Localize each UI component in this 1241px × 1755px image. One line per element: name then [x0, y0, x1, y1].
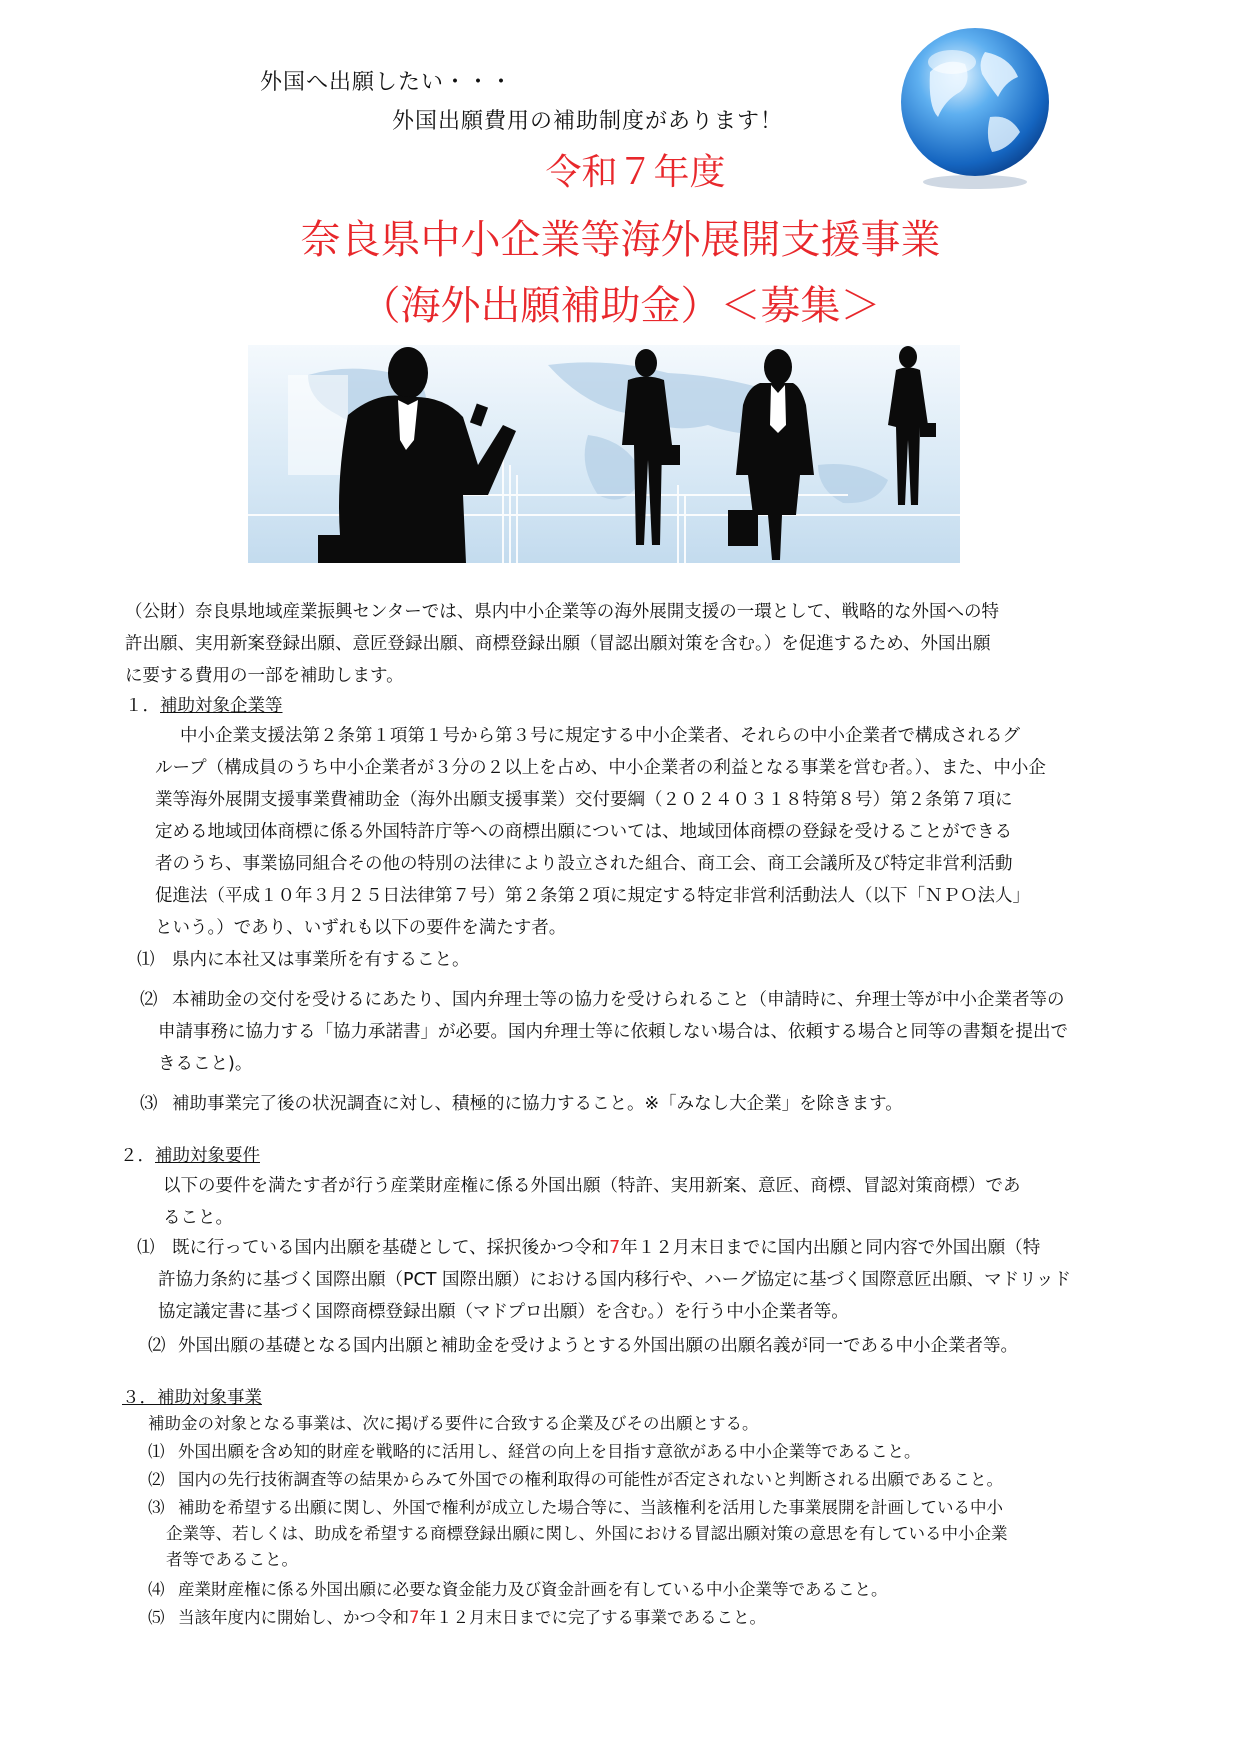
section-1-para-4: 定める地域団体商標に係る外国特許庁等への商標出願については、地域団体商標の登録を受けることができる	[155, 822, 1013, 842]
section-2-item-1-line-1	[172, 1232, 1040, 1264]
intro-line-3: に要する費用の一部を補助します。	[125, 666, 404, 686]
section-3-item-3-line-1: 補助を希望する出願に関し、外国で権利が成立した場合等に、当該権利を活用した事業展開を計画している中小	[178, 1498, 1003, 1517]
section-1-item-2-line-3: きること)。	[158, 1054, 253, 1074]
section-1-item-1-line-1: 県内に本社又は事業所を有すること。	[172, 950, 470, 970]
section-1-para-6: 促進法（平成１０年３月２５日法律第７号）第２条第２項に規定する特定非営利活動法人（以下「ＮＰＯ法人」	[155, 886, 1030, 906]
section-1-para-5: 者のうち、事業協同組合その他の特別の法律により設立された組合、商工会、商工会議所及び特定非営利活動	[155, 854, 1013, 874]
section-3-item-2-line-1: 国内の先行技術調査等の結果からみて外国での権利取得の可能性が否定されないと判断される出願であること。	[178, 1470, 1003, 1489]
section-2-item-2-num: ⑵	[148, 1336, 166, 1356]
section-1-para-1: 中小企業支援法第２条第１項第１号から第３号に規定する中小企業者、それらの中小企業者で構成されるグ	[180, 726, 1020, 746]
section-3-item-5-num: ⑸	[148, 1608, 165, 1627]
section-1-item-2-num: ⑵	[140, 990, 158, 1010]
section-1-heading	[125, 690, 283, 722]
section-1-number: １．	[125, 696, 160, 716]
section-3-heading	[122, 1382, 262, 1414]
section-1-title: 補助対象企業等	[160, 696, 283, 716]
section-1-para-3: 業等海外展開支援事業費補助金（海外出願支援事業）交付要綱（２０２４０３１８特第８号）第２条第７項に	[155, 790, 1013, 810]
section-2-heading	[120, 1140, 260, 1172]
section-3-number: ３．	[122, 1388, 157, 1408]
section-3-para: 補助金の対象となる事業は、次に掲げる要件に合致する企業及びその出願とする。	[148, 1414, 759, 1433]
page-subtitle: （海外出願補助金）＜募集＞	[360, 283, 881, 329]
section-2-item-1-highlight: 7	[609, 1238, 621, 1258]
section-3-item-4-line-1: 産業財産権に係る外国出願に必要な資金能力及び資金計画を有している中小企業等であること。	[178, 1580, 888, 1599]
section-2-item-1-line-3: 協定議定書に基づく国際商標登録出願（マドプロ出願）を含む。）を行う中小企業者等。	[158, 1302, 849, 1322]
tagline-2: 外国出願費用の補助制度があります！	[392, 109, 784, 134]
section-2-item-2-line: 外国出願の基礎となる国内出願と補助金を受けようとする外国出願の出願名義が同一である中小企業者等。	[178, 1336, 1018, 1356]
intro-line-1: （公財）奈良県地域産業振興センターでは、県内中小企業等の海外展開支援の一環として、戦略的な外国への特	[125, 602, 999, 622]
section-3-item-5-text-a: 当該年度内に開始し、かつ令和	[178, 1608, 409, 1627]
section-2-title: 補助対象要件	[155, 1146, 260, 1166]
page-title: 奈良県中小企業等海外展開支援事業	[300, 217, 941, 263]
section-2-para-2: ること。	[163, 1208, 233, 1228]
section-3-item-3-num: ⑶	[148, 1498, 165, 1517]
section-3-item-4-num: ⑷	[148, 1580, 165, 1599]
section-3-item-1-line-1: 外国出願を含め知的財産を戦略的に活用し、経営の向上を目指す意欲がある中小企業等であること。	[178, 1442, 921, 1461]
business-people-banner	[248, 345, 960, 563]
tagline-1: 外国へ出願したい・・・	[260, 70, 514, 95]
section-2-item-1-num: ⑴	[137, 1238, 155, 1258]
section-2-item-1-text-a: 既に行っている国内出願を基礎として、採択後かつ令和	[172, 1238, 610, 1258]
section-2-number: ２．	[120, 1146, 155, 1166]
section-3-item-3-line-3: 者等であること。	[166, 1550, 298, 1569]
section-1-item-3-line-1: 補助事業完了後の状況調査に対し、積極的に協力すること。※「みなし大企業」を除きます。	[172, 1094, 903, 1114]
section-1-item-1-num: ⑴	[137, 950, 155, 970]
section-3-item-5-line	[178, 1606, 766, 1630]
section-3-item-2-num: ⑵	[148, 1470, 165, 1489]
section-2-para-1: 以下の要件を満たす者が行う産業財産権に係る外国出願（特許、実用新案、意匠、商標、冒認対策商標）であ	[163, 1176, 1021, 1196]
year-title: 令和７年度	[545, 152, 726, 193]
section-1-item-2-line-2: 申請事務に協力する「協力承諾書」が必要。国内弁理士等に依頼しない場合は、依頼する場合と同等の書類を提出で	[158, 1022, 1068, 1042]
section-1-item-2-line-1: 本補助金の交付を受けるにあたり、国内弁理士等の協力を受けられること（申請時に、弁理士等が中小企業者等の	[172, 990, 1065, 1010]
section-1-para-7: という。）であり、いずれも以下の要件を満たす者。	[155, 918, 567, 938]
section-3-item-1-num: ⑴	[148, 1442, 165, 1461]
section-2-item-1-text-b: 年１２月末日までに国内出願と同内容で外国出願（特	[620, 1238, 1041, 1258]
intro-line-2: 許出願、実用新案登録出願、意匠登録出願、商標登録出願（冒認出願対策を含む。）を促進するため、外国出願	[125, 634, 991, 654]
section-3-title: 補助対象事業	[157, 1388, 262, 1408]
section-3-item-3-line-2: 企業等、若しくは、助成を希望する商標登録出願に関し、外国における冒認出願対策の意思を有している中小企業	[166, 1524, 1008, 1543]
section-3-item-5-text-b: 年１２月末日までに完了する事業であること。	[419, 1608, 766, 1627]
section-2-item-1-line-2: 許協力条約に基づく国際出願（PCT 国際出願）における国内移行や、ハーグ協定に基づく国際意匠出願、マドリッド	[158, 1270, 1071, 1290]
section-1-item-3-num: ⑶	[140, 1094, 158, 1114]
section-3-item-5-highlight: 7	[409, 1608, 420, 1627]
section-1-para-2: ループ（構成員のうち中小企業者が３分の２以上を占め、中小企業者の利益となる事業を営む者。）、また、中小企	[155, 758, 1046, 778]
